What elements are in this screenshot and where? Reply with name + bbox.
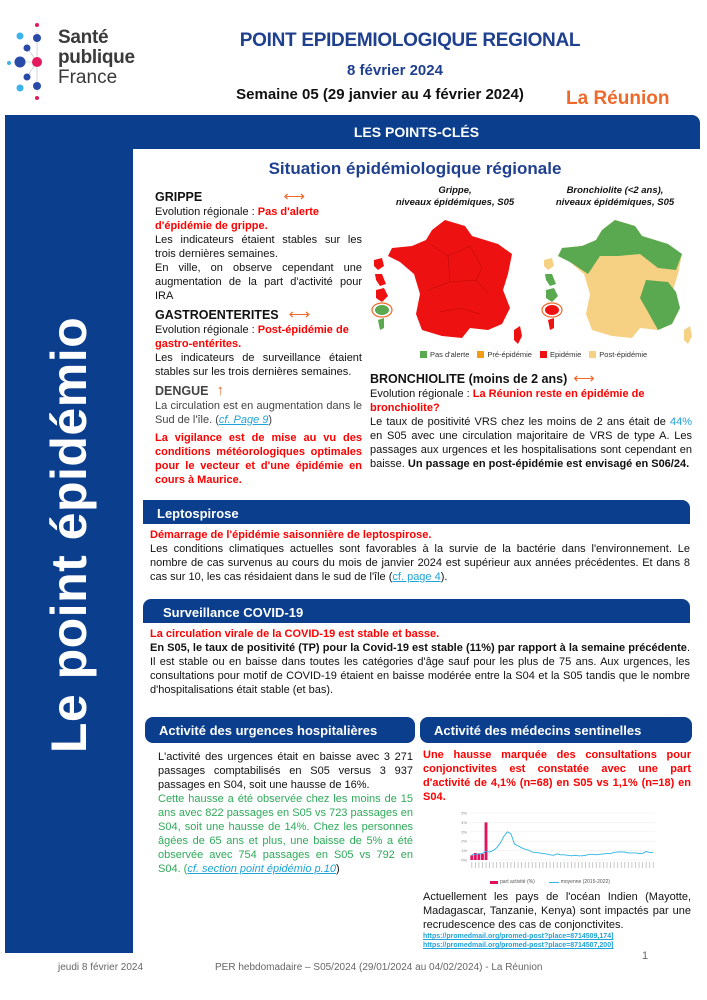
chart-legend-item (490, 879, 535, 886)
grippe-title: GRIPPE (155, 189, 203, 204)
logo-wordmark (58, 28, 135, 88)
chart-y-tick-label: 4% (461, 819, 467, 825)
map-reunion (545, 305, 559, 315)
legend-item (589, 350, 647, 359)
grippe-evo-label: Evolution régionale : (155, 206, 258, 218)
bulletin-date: 8 février 2024 (347, 62, 443, 79)
legend-label: Post-épidémie (599, 350, 648, 359)
map-overseas-3 (546, 288, 558, 302)
bronchio-evo-label: Evolution régionale : (370, 388, 473, 400)
leptospirose-section (150, 528, 690, 584)
map-overseas-2 (375, 274, 386, 286)
grippe-section (155, 188, 362, 303)
dengue-page-link[interactable]: cf. Page 9 (218, 414, 269, 426)
covid-section (150, 627, 690, 697)
bronchio-vrs-pct: 44% (669, 416, 692, 428)
gastro-evo-value: Post-épidémie de gastro-entérites. (155, 324, 349, 350)
map-bronchio-caption (540, 185, 690, 209)
lepto-p1-end: ). (440, 571, 448, 583)
left-right-arrow-icon: ⟷ (283, 187, 305, 205)
grippe-p1: Les indicateurs étaient stables sur les trois dernières semaines. (155, 234, 362, 260)
lepto-p1: Les conditions climatiques actuelles sont favorables à la survie de la bactérie dans l'environnement. Le nombre de cas survenus au cours du mois de janvier 2024 est supérieur aux années précédentes. Et dans 8 cas sur 10, les cas résidaient dans le sud de l'île ( (150, 543, 690, 583)
urgences-p2-end: ) (335, 863, 340, 875)
promed-link-1[interactable]: https://promedmail.org/promed-post?place=8714509,174] (423, 933, 614, 940)
legend-item (420, 350, 469, 359)
chart-y-tick-label: 1% (461, 848, 467, 854)
chart-y-tick-label: 2% (461, 838, 467, 844)
urgences-section (158, 750, 413, 876)
legend-swatch (420, 351, 427, 358)
conjonctivite-chart (450, 808, 665, 878)
dengue-title: DENGUE (155, 383, 209, 398)
legend-swatch (477, 351, 484, 358)
bronchio-evo-value: La Réunion reste en épidémie de bronchiolite? (370, 388, 645, 414)
chart-y-tick-label: 0% (461, 857, 467, 863)
urgences-p2: Cette hausse a été observée chez les moins de 15 ans avec 822 passages en S05 vs 723 passages en S04, soit une hausse de 14%. Chez les personnes âgées de 65 ans et plus, une baisse de 5% a été observée avec 754 passages en S05 vs 792 en S04. ( (158, 793, 413, 875)
covid-p1: . Il est stable ou en baisse dans toutes les catégories d'âge sauf pour les plus de 75 ans. Aux urgences, les consultations pour motif de COVID-19 étaient en baisse modérée entre la S04 et la S05 tandis que le nombre d'hospitalisations était stable (et bas). (150, 642, 690, 696)
bronchio-p1-bold: Un passage en post-épidémie est envisagé en S06/24. (407, 458, 690, 470)
legend-item (477, 350, 532, 359)
covid-band-label: Surveillance COVID-19 (163, 605, 304, 620)
chart-line-moyenne (472, 832, 653, 856)
chart-legend (490, 879, 691, 886)
chart-y-tick-label: 3% (461, 829, 467, 835)
chart-legend-label: part activité (%) (500, 879, 535, 885)
chart-bar (470, 855, 473, 860)
map-grippe-caption (385, 185, 525, 209)
map-overseas-1 (374, 258, 384, 270)
chart-bar (481, 854, 484, 860)
chart-legend-item (549, 879, 610, 886)
region-name: La Réunion (566, 88, 670, 109)
map-reunion (375, 305, 389, 315)
left-right-arrow-icon: ⟷ (573, 369, 595, 387)
week-range: Semaine 05 (29 janvier au 4 février 2024) (236, 86, 524, 103)
left-right-arrow-icon: ⟷ (288, 305, 311, 323)
gastro-section (155, 306, 362, 379)
legend-label: Pré-épidémie (487, 350, 532, 359)
legend-label: Pas d'alerte (430, 350, 470, 359)
keypoints-band (133, 115, 700, 149)
sidebar-label: Le point épidémio (41, 316, 97, 754)
map-overseas-2 (545, 274, 556, 286)
up-arrow-icon: ↑ (216, 381, 224, 399)
medecins-band-label: Activité des médecins sentinelles (434, 723, 642, 738)
map-overseas-5 (378, 318, 384, 330)
map-bronchio-caption-l2: niveaux épidémiques, S05 (555, 197, 675, 208)
bronchiolite-title: BRONCHIOLITE (moins de 2 ans) (370, 371, 568, 386)
sidebar-banner (5, 115, 133, 953)
medecins-headline: Une hausse marquée des consultations pour conjonctivites est constatée avec une part d'activité de 4,1% (n=68) en S05 vs 1,1% (n=18) en S04. (423, 749, 691, 803)
covid-band (143, 599, 690, 623)
urgences-band-label: Activité des urgences hospitalières (159, 723, 378, 738)
urgences-page-link[interactable]: cf. section point épidémio p.10 (187, 863, 336, 875)
map-corsica (514, 326, 522, 344)
leptospirose-band-label: Leptospirose (157, 506, 239, 521)
bronchiolite-section (370, 370, 692, 471)
legend-item (540, 350, 581, 359)
grippe-evo-value: Pas d'alerte d'épidémie de grippe. (155, 206, 320, 232)
keypoints-label: LES POINTS-CLÉS (353, 124, 480, 140)
map-overseas-3 (376, 288, 388, 302)
covid-p1-bold: En S05, le taux de positivité (TP) pour la Covid-19 est stable (11%) par rapport à la semaine précédente (150, 642, 687, 654)
chart-legend-swatch (549, 882, 559, 883)
map-overseas-1 (544, 258, 554, 270)
medecins-section (423, 748, 691, 950)
logo-line-1: Santé (58, 27, 109, 48)
medecins-band (420, 717, 692, 743)
map-grippe-caption-l1: Grippe, (438, 185, 472, 196)
covid-headline: La circulation virale de la COVID-19 est stable et basse. (150, 628, 440, 640)
dengue-alert: La vigilance est de mise au vu des conditions météorologiques optimales pour le vecteur et d'une épidémie en cours à Maurice. (155, 432, 362, 486)
page-title: POINT EPIDEMIOLOGIQUE REGIONAL (239, 30, 581, 51)
legend-label: Epidémie (549, 350, 582, 359)
map-legend (420, 350, 695, 359)
map-corsica (684, 326, 692, 344)
page-number: 1 (642, 950, 649, 962)
situation-title: Situation épidémiologique régionale (268, 159, 562, 178)
footer-date: jeudi 8 février 2024 (58, 962, 144, 973)
dengue-p1-end: ) (268, 414, 273, 426)
gastro-title: GASTROENTERITES (155, 307, 279, 322)
leptospirose-band (143, 500, 690, 524)
chart-y-tick-label: 5% (461, 810, 467, 816)
legend-swatch (589, 351, 596, 358)
logo-line-3: France (58, 67, 118, 88)
chart-legend-label: moyenne (2015-2022) (560, 879, 610, 885)
grippe-p2: En ville, on observe cependant une augmentation de la part d'activité pour IRA (155, 262, 362, 302)
chart-legend-swatch (490, 881, 498, 884)
sante-publique-france-logo (6, 22, 56, 100)
urgences-band (145, 717, 415, 743)
footer-title: PER hebdomadaire – S05/2024 (29/01/2024 au 04/02/2024) - La Réunion (215, 962, 543, 973)
chart-bar (485, 822, 488, 860)
lepto-headline: Démarrage de l'épidémie saisonnière de leptospirose. (150, 529, 432, 541)
gastro-evo-label: Evolution régionale : (155, 324, 258, 336)
lepto-page-link[interactable]: cf. page 4 (392, 571, 441, 583)
map-bronchiolite-france (540, 212, 695, 347)
gastro-p1: Les indicateurs de surveillance étaient stables sur les trois dernières semaines. (155, 352, 362, 378)
bronchio-p1b: en S05 avec une circulation majoritaire de VRS de type A. Les passages aux urgences et les hospitalisations sont cependant en baisse. (370, 430, 692, 470)
urgences-p1: L'activité des urgences était en baisse avec 3 271 passages comptabilisés en S05 versus 3 937 passages en S04, soit une hausse de 16%. (158, 751, 413, 791)
bronchio-p1a: Le taux de positivité VRS chez les moins de 2 ans était de (370, 416, 670, 428)
dengue-p1: La circulation est en augmentation dans le Sud de l'île. ( (155, 400, 362, 426)
left-column (155, 188, 362, 496)
map-grippe-france (370, 212, 525, 347)
legend-swatch (540, 351, 547, 358)
medecins-p2: Actuellement les pays de l'océan Indien (Mayotte, Madagascar, Tanzanie, Kenya) sont impactés par une recrudescence des cas de conjonctivites. (423, 891, 691, 931)
map-bronchio-caption-l1: Bronchiolite (<2 ans), (566, 185, 664, 196)
promed-link-2[interactable]: https://promedmail.org/promed-post?place=8714507,200] (423, 942, 614, 949)
map-grippe-caption-l2: niveaux épidémiques, S05 (395, 197, 515, 208)
map-overseas-5 (548, 318, 554, 330)
logo-line-2: publique (58, 47, 135, 68)
dengue-section (155, 382, 362, 487)
